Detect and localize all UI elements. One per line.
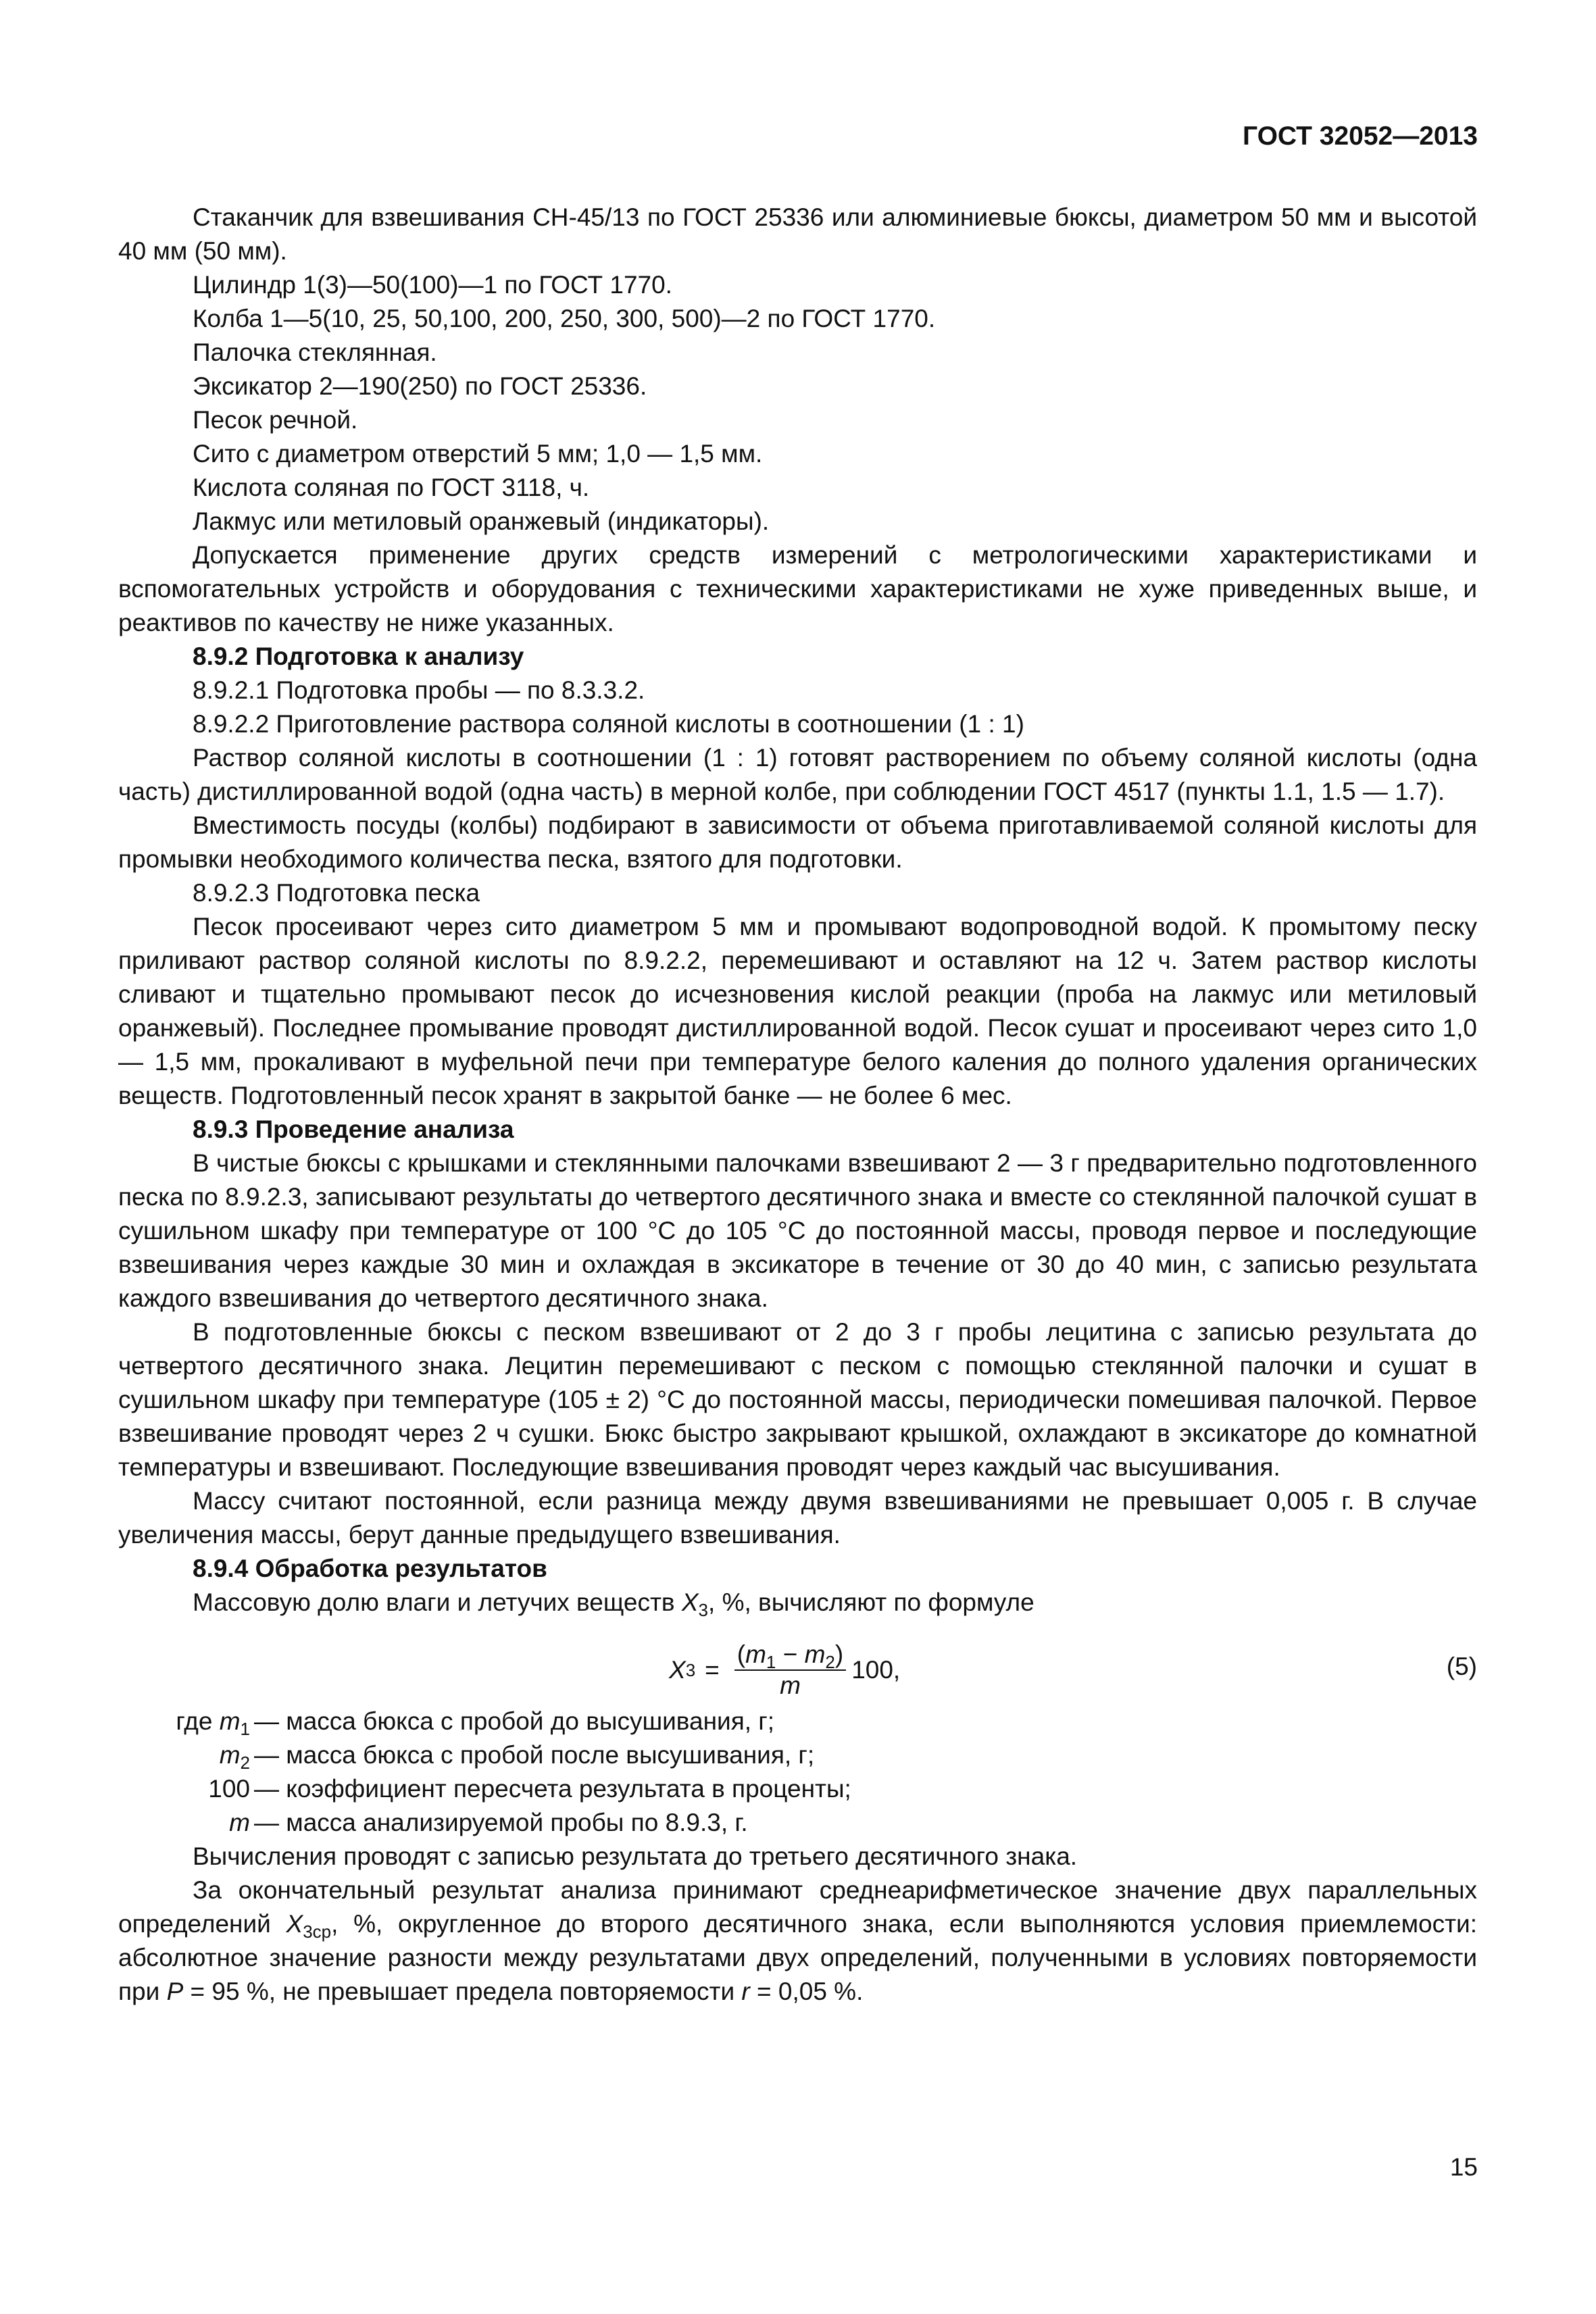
where-item: $m_2$ — масса бюкса с пробой после высушивания, г; (219, 1741, 815, 1773)
formula-intro: Массовую долю влаги и летучих веществ $X_3$, %, вычисляют по формуле (193, 1588, 1034, 1620)
where-list (118, 1705, 1477, 1840)
paragraph: Вместимость посуды (колбы) подбирают в зависимости от объема приготавливаемой соляной кислоты для промывки необходимого количества песка, взятого для подготовки. (118, 811, 1477, 873)
paragraph: 8.9.2.3 Подготовка песка (193, 879, 480, 907)
document-body (118, 201, 1477, 2009)
document-code: ГОСТ 32052—2013 (1243, 122, 1478, 151)
paragraph: Сито с диаметром отверстий 5 мм; 1,0 — 1,5 мм. (193, 440, 763, 468)
where-item: m — масса анализируемой пробы по 8.9.3, г. (229, 1809, 748, 1836)
paragraph: Массу считают постоянной, если разница между двумя взвешиваниями не превышает 0,005 г. В случае увеличения массы, берут данные предыдущего взвешивания. (118, 1487, 1477, 1549)
paragraph: Кислота соляная по ГОСТ 3118, ч. (193, 474, 590, 501)
paragraph: Палочка стеклянная. (193, 338, 437, 366)
equation-number: (5) (1446, 1653, 1477, 1680)
section-heading: 8.9.3 Проведение анализа (193, 1115, 514, 1143)
paragraph: Вычисления проводят с записью результата до третьего десятичного знака. (193, 1842, 1078, 1870)
fraction: $\frac{(m_1 - m_2)}{m}$ (734, 1640, 846, 1701)
where-item: 100 — коэффициент пересчета результата в проценты; (208, 1775, 851, 1803)
formula-block (118, 1626, 1477, 1701)
paragraph: В подготовленные бюксы с песком взвешивают от 2 до 3 г пробы лецитина с записью результата до четвертого десятичного знака. Лецитин перемешивают с песком с помощью стеклянной палочки и сушат в сушильном шкафу при температуре (105 ± 2) °С до постоянной массы, периодически помешивая палочкой. Первое взвешивание проводят через 2 ч сушки. Бюкс быстро закрывают крышкой, охлаждают в эксикаторе до комнатной температуры и взвешивают. Последующие взвешивания проводят через каждый час высушивания. (118, 1318, 1477, 1481)
section-heading: 8.9.2 Подготовка к анализу (193, 643, 524, 670)
where-item: где $m_1$ — масса бюкса с пробой до высушивания, г; (176, 1707, 775, 1739)
paragraph: 8.9.2.1 Подготовка пробы — по 8.3.3.2. (193, 676, 645, 704)
paragraph: В чистые бюксы с крышками и стеклянными палочками взвешивают 2 — 3 г предварительно подготовленного песка по 8.9.2.3, записывают результаты до четвертого десятичного знака и вместе со стеклянной палочкой сушат в сушильном шкафу при температуре от 100 °С до 105 °С до постоянной массы, проводя первое и последующие взвешивания через каждые 30 мин и охлаждая в эксикаторе в течение от 30 до 40 мин, с записью результата каждого взвешивания до четвертого десятичного знака. (118, 1149, 1477, 1312)
paragraph: Песок речной. (193, 406, 358, 434)
paragraph: Цилиндр 1(3)—50(100)—1 по ГОСТ 1770. (193, 271, 672, 299)
paragraph: Допускается применение других средств измерений с метрологическими характеристиками и вспомогательных устройств и оборудования с техническими характеристиками не хуже приведенных выше, и реактивов по качеству не ниже указанных. (118, 541, 1477, 636)
paragraph: Колба 1—5(10, 25, 50,100, 200, 250, 300, 500)—2 по ГОСТ 1770. (193, 305, 936, 332)
paragraph: Раствор соляной кислоты в соотношении (1 : 1) готовят растворением по объему соляной кислоты (одна часть) дистиллированной водой (одна часть) в мерной колбе, при соблюдении ГОСТ 4517 (пункты 1.1, 1.5 — 1.7). (118, 744, 1477, 805)
section-heading: 8.9.4 Обработка результатов (193, 1555, 547, 1582)
final-result-paragraph: За окончательный результат анализа принимают среднеарифметическое значение двух параллельных определений $X_{3ср}$, %, округленное до второго десятичного знака, если выполняются условия приемлемости: абсолютное значение разности между результатами двух определений, полученными в условиях повторяемости при P = 95 %, не превышает предела повторяемости r = 0,05 %. (118, 1876, 1477, 2005)
paragraph: Эксикатор 2—190(250) по ГОСТ 25336. (193, 372, 647, 400)
paragraph: 8.9.2.2 Приготовление раствора соляной кислоты в соотношении (1 : 1) (193, 710, 1024, 738)
paragraph: Стаканчик для взвешивания СН-45/13 по ГОСТ 25336 или алюминиевые бюксы, диаметром 50 мм и высотой 40 мм (50 мм). (118, 203, 1477, 265)
formula: X 3 = $\frac{(m_1 - m_2)}{m}$ 100, (669, 1640, 901, 1699)
paragraph: Лакмус или метиловый оранжевый (индикаторы). (193, 507, 770, 535)
paragraph: Песок просеивают через сито диаметром 5 мм и промывают водопроводной водой. К промытому песку приливают раствор соляной кислоты по 8.9.2.2, перемешивают и оставляют на 12 ч. Затем раствор кислоты сливают и тщательно промывают песок до исчезновения кислой реакции (проба на лакмус или метиловый оранжевый). Последнее промывание проводят дистиллированной водой. Песок сушат и просеивают через сито 1,0 — 1,5 мм, прокаливают в муфельной печи при температуре белого каления до полного удаления органических веществ. Подготовленный песок хранят в закрытой банке — не более 6 мес. (118, 913, 1477, 1109)
page-number: 15 (1449, 2153, 1478, 2181)
